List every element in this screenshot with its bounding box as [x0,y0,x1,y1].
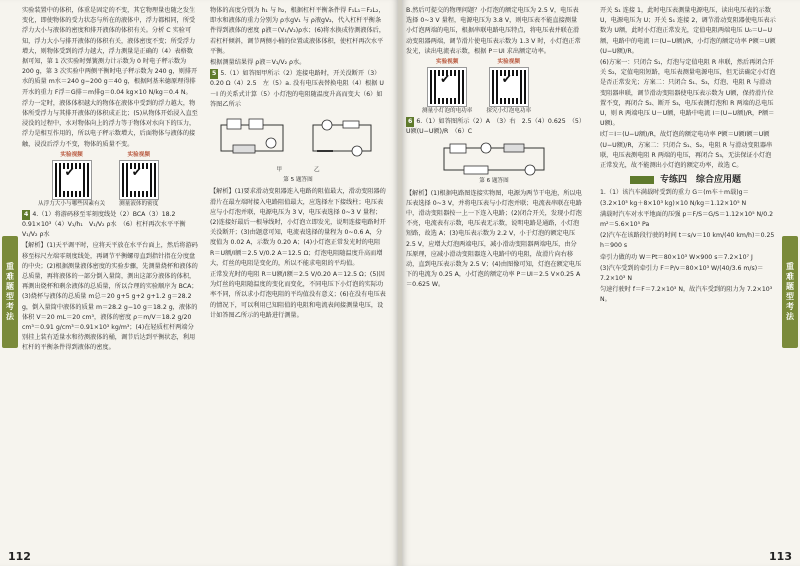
paragraph: 1.（1）该汽车满载时受到的重力 G＝(m车＋m载)g＝(3.2×10³ kg＋8×10³ kg)×10 N/kg＝1.12×10⁵ N [600,189,749,207]
side-tab: 重难题型考法 [2,236,18,348]
paragraph: 实验装置中的体积，体重是固定的不变，其它物理量也随之发生变化，即使物体的受力状态与所在的液体中，浮力都相同，所受浮力大小与液体的密度和排开液体的体积有关。分析 C 实验可知，浮力大小与排开液体的体积有关，液体密度不变；所受浮力增大，则物体受到的浮力越大，浮力测量是正确的（4）表格数据可知，第 1 次实验时弹簧测力计示数为 0 时电子秤示数为 200 g，第 3 次实验中两侧平衡时电子秤示数为 240 g，则排开水的质量 m水＝240 g−200 g＝40 g，根据阿基米德原理得排开水的重力 F浮＝G排＝m排g＝0.04 kg×10 N/kg＝0.4 N。 [22,7,198,96]
answer-line: 6 6.（1）如答图所示（2）A （3）右 2.5（4）0.625 （5）U额(U−U额)/R （6）C [406,118,582,136]
section-title: 专练四 综合应用题 [660,175,742,186]
left-column-2 [210,6,386,526]
side-tab: 重难题型考法 [782,236,798,348]
paragraph: 满载时汽车对水平地面的压强 p＝F/S＝G/S＝1.12×10⁵ N/0.2 m²＝5.6×10⁵ Pa [600,210,774,229]
qr-card[interactable] [119,152,158,208]
qr-caption: 实验视频 [435,59,459,66]
paragraph: (3)汽车受到的牵引力 F＝P/v＝80×10³ W/(40/3.6 m/s)＝7.2×10³ N [600,264,764,283]
section-marker-icon [630,176,654,184]
circuit-diagram-icon [213,113,383,165]
qr-row [38,152,198,208]
figure-caption: 第 6 题答图 [479,178,509,185]
answer-line: 4 4.（1）将游码移至零刻度线处（2）BCA（3）18.2 0.91×10³（4）V₁/h₁ V₁/V₂ ρ水 （6）杠杆再次水平平衡 V₁/V₂ ρ水 [22,210,192,239]
left-column-1 [22,6,198,531]
paragraph: 【解析】(1)要求滑动变阻器连入电路的阻值最大，滑动变阻器的滑片在最左端时接入电路阻值最大，应选择左下接线柱；电压表应与小灯泡并联，电源电压为 3 V，电压表选择 0~3 V 量程；(2)连接好最后一根导线时，小灯泡立即发光，说明连接电路时开关没断开；(3)由题意可知，电流表选择的量程为 0~0.6 A，分度值为 0.02 A，示数为 0.20 A；(4)小灯泡正常发光时的电阻 R＝U额/I额＝2.5 V/0.2 A＝12.5 Ω；灯泡电阻随温度升高而增大，灯丝的电阻是变化的，所以不能求电阻的平均值。 [210,188,386,267]
left-page [0,0,398,566]
paragraph: 牵引力做的功 W＝Pt＝80×10³ W×900 s＝7.2×10⁷ J [600,253,753,261]
paragraph: 开关 S₁ 连接 1，此时电压表测量电源电压，读出电压表的示数 U，电源电压为 U；开关 S₁ 连接 2，调节滑动变阻器使电压表示数为 U额，此时小灯泡正常发光，定值电阻两端电压 U₀＝U−U额，电路中的电流 I＝(U−U额)/R，小灯泡的额定功率 P额＝U额(U−U额)/R。 [600,7,776,55]
paragraph: 匀速行驶时 f＝F＝7.2×10³ N，故汽车受到的阻力为 7.2×10³ N。 [600,286,773,304]
right-page [402,0,800,566]
qr-code-icon[interactable] [53,161,91,199]
question-number: 6 [406,117,414,127]
paragraph: 【解析】(1)天平调平时，应将天平放在水平台面上，然后将游码移至标尺左端零刻度线处，再调节平衡螺母直到指针指在分度盘的中央；(2)根据测量液体密度的实验步骤，先测量烧杯和液体的总质量，再将液体的一部分倒入量筒，测出这部分液体的体积，再测出烧杯和剩余液体的总质量，所以合理的实验顺序为 BCA；(3)烧杯与液体的总质量 m总＝20 g+5 g+2 g+1.2 g＝28.2 g，倒入量筒中液体的质量 m＝28.2 g−10 g＝18.2 g，液体的体积 V＝20 mL＝20 cm³，液体的密度 ρ＝m/V＝18.2 g/20 cm³＝0.91 g/cm³＝0.91×10³ kg/m³；(4)在轻质杠杆两端分别挂上装有适量水和待测液体的桶，调节后达到平衡状态，利用杠杆的平衡条件得到液体的密度。 [22,242,198,352]
paragraph: B.然后可提交的物理问题？小灯泡的额定电压为 2.5 V，电压表选择 0~3 V 量程，电源电压为 3.8 V，则电压表不能直接测量小灯泡两端的电压，根据串联电路电压特点，将电压表并联在滑动变阻器两端，调节滑片使电压表示数为 1.3 V 时，小灯泡正常发光，读出电流表示数，根据 P＝UI 求出额定功率。 [406,7,581,55]
qr-card[interactable] [486,59,531,115]
qr-row [422,59,582,115]
qr-card[interactable] [38,152,105,208]
qr-caption: 实验视频 [60,151,83,158]
paragraph: (2)汽车在该路段行驶的时间 t＝s/v＝10 km/(40 km/h)＝0.25 h＝900 s [600,232,775,250]
paragraph: 物体的高度分别为 h₁ 与 h₂，根据杠杆平衡条件得 F₁L₁＝F₂L₂，即水和液体的重力分别为 ρ水gV₁ 与 ρ液gV₂，代入杠杆平衡条件得到液体的密度 ρ液＝(V₁/V₂)ρ水；(6)将水换成待测液体后，若杠杆倾斜，调节两侧小桶的位置或液体体积，使杠杆再次水平平衡。 [210,7,386,55]
circuit-figure [210,113,386,185]
qr-title: 探究小灯泡电功率 [486,108,532,115]
paragraph: 浮力一定时，液体体积越大的物体在液体中受到的浮力越大，物体所受浮力与其排开液体的体积成正比；(5)从物体开始浸入直至浸没的过程中，水对物体向上的浮力等于物体对水向下的压力，浮力是相互作用的，所以电子秤示数增大，后面物体与液体的接触，浸没后浮力不变，物体的质量不变。 [22,99,198,148]
qr-code-icon[interactable] [490,68,528,106]
right-column-1 [406,6,582,526]
paragraph: I灯＝I＝(U−U额)/R，故灯泡的额定电功率 P额＝U额I额＝U额(U−U额)/R，方案二：只闭合 S₁、S₂，电阻 R 与滑动变阻器串联，电压表测电阻 R 两端的电压，再闭合 S₃，无法保证小灯泡正常发光，故不能测出小灯泡的额定功率，故选 C。 [600,131,773,170]
section-heading [630,175,776,185]
paragraph: 根据测量结果得 ρ液＝V₁/V₂ ρ水。 [210,59,306,67]
qr-title: 测量小灯泡的电功率 [422,108,473,115]
qr-title: 测量液体的密度 [119,200,159,207]
qr-code-icon[interactable] [120,161,158,199]
figure-labels: 甲 乙 [276,167,320,174]
qr-caption: 实验视频 [127,151,150,158]
right-column-2 [600,6,776,526]
qr-title: 从浮力大小与哪些因素有关 [38,200,106,207]
question-number: 4 [22,210,30,220]
circuit-figure [406,140,582,186]
question-number: 5 [210,69,218,79]
qr-caption: 实验视频 [497,59,520,66]
answer-line: 5 5.（1）如答图甲所示（2）连接电路时，开关没断开（3）0.20 Ω（4）2.5 左（5）a. 没有电压表替换电阻（4）根据 U－I 的关系式计算（5）小灯泡的电阻随温度升高而变大（6）如答图乙所示 [210,70,384,108]
page-number: 113 [769,550,792,563]
qr-card[interactable] [422,59,472,115]
qr-code-icon[interactable] [428,68,466,106]
figure-caption: 第 5 题答图 [283,177,313,184]
paragraph: 正常发光时的电阻 R＝U额/I额＝2.5 V/0.20 A＝12.5 Ω；(5)因为灯丝的电阻随温度的变化而变化，不同电压下小灯泡的实际功率不同，所以求小灯泡电阻的平均值没有意义；(6)在没有电压表的情况下，可以利用已知阻值的电阻和电流表间接测量电压，设计如答图乙所示的电路进行测量。 [210,271,386,319]
paragraph: (6)方案一：只闭合 S₁，灯泡与定值电阻 R 串联，然后再闭合开关 S₂，定值电阻短路，电压表测量电源电压，但无法确定小灯泡是否正常发光；方案二：只闭合 S₁、S₃，灯泡、电阻 R 与滑动变阻器串联，调节滑动变阻器使电压表示数为 U额，保持滑片位置不变，再闭合 S₂、断开 S₃，电压表测灯泡和 R 两端的总电压 U，则 R 两端电压 U－U额，电路中电流 I＝(U−U额)/R，P额＝U额I。 [600,59,776,128]
page-number: 112 [8,550,31,563]
paragraph: 【解析】(1)根据电路图连接实物图，电源为两节干电池，所以电压表选择 0~3 V，并将电压表与小灯泡并联；电流表串联在电路中，滑动变阻器按一上一下连入电路；(2)闭合开关，发现小灯泡不亮，电流表有示数，电压表无示数，说明电路是通路，小灯泡短路，故选 A；(3)电压表示数为 2.2 V，小于灯泡的额定电压 2.5 V，应增大灯泡两端电压，减小滑动变阻器两端电压，由分压原理，应减小滑动变阻器连入电路中的电阻，故滑片向右移动，直到电压表示数为 2.5 V；(4)由图像可知，灯泡在额定电压下的电流为 0.25 A，小灯泡的额定功率 P＝UI＝2.5 V×0.25 A＝0.625 W。 [406,189,582,289]
circuit-diagram-icon [434,140,554,176]
